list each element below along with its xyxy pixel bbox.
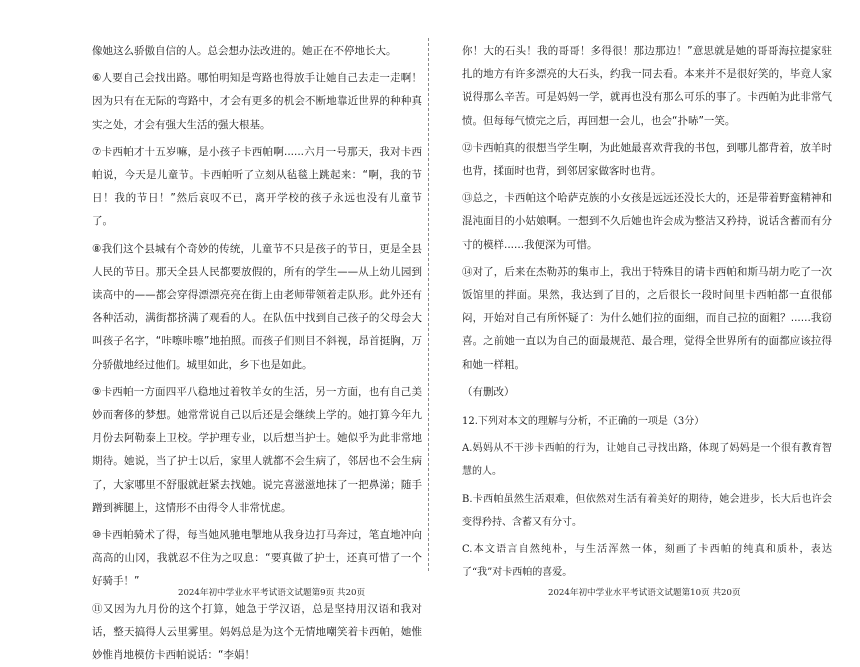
source-note: （有删改） xyxy=(462,385,515,398)
paragraph: ⑧我们这个县城有个奇妙的传统，儿童节不只是孩子的节日，更是全县人民的节日。那天全县人民都要放假的，所有的学生——从上幼儿园到读高中的——都会穿得漂漂亮亮在街上由老师带领着走队形。此外还有各种活动，满街都挤满了观看的人。在队伍中找到自己孩子的父母会大叫孩子名字，“咔嚓咔嚓”地拍照。而孩子们则目不斜视，昂首挺胸，万分骄傲地经过他们。城里如此，乡下也是如此。 xyxy=(92,242,422,371)
page-divider xyxy=(428,38,429,571)
paragraph: 像她这么骄傲自信的人。总会想办法改进的。她正在不停地长大。 xyxy=(92,45,397,57)
paragraph: ⑥人要自己会找出路。哪怕明知是弯路也得放手让她自己去走一走啊！因为只有在无际的弯路中，才会有更多的机会不断地靠近世界的种种真实之处，才会有强大生活的强大根基。 xyxy=(92,72,422,131)
paragraph: ⑩卡西帕骑术了得，每当她风驰电掣地从我身边打马奔过，笔直地冲向高高的山冈，我就忍不住为之叹息：“要真做了护士，还真可惜了一个好骑手！” xyxy=(92,529,422,588)
paragraph: ⑬总之，卡西帕这个哈萨克族的小女孩是远远还没长大的，还是带着野蛮精神和混沌面目的小姑娘啊。一想到不久后她也许会成为整洁又矜持，说话含蓄而有分寸的模样......我便深为可惜。 xyxy=(462,192,832,251)
paragraph: ⑫卡西帕真的很想当学生啊，为此她最喜欢背我的书包，到哪儿都背着，放羊时也背，揉面时也背，到邻居家做客时也背。 xyxy=(462,141,832,178)
paragraph: ⑭对了，后来在杰勒苏的集市上，我出于特殊目的请卡西帕和斯马胡力吃了一次饭馆里的拌面。果然，我达到了目的，之后很长一段时间里卡西帕都一直很郁闷，开始对自己有所怀疑了：为什么她们拉的面细，而自己拉的面粗？......我窃喜。之前她一直以为自己的面最规范、最合理，觉得全世界所有的面都应该拉得和她一样粗。 xyxy=(462,265,832,371)
left-text-column xyxy=(92,40,422,667)
question-option: B.卡西帕虽然生活艰难，但依然对生活有着美好的期待，她会进步，长大后也许会变得矜持、含蓄又有分寸。 xyxy=(462,493,832,528)
paragraph: ⑪又因为九月份的这个打算，她急于学汉语，总是坚持用汉语和我对话，整天搞得人云里雾里。妈妈总是为这个无情地嘲笑着卡西帕，她惟妙惟肖地模仿卡西帕说话：“李娟！ xyxy=(92,602,422,662)
right-page-footer: 2024年初中学业水平考试语文试题第10页 共20页 xyxy=(548,588,741,598)
question-option: C.本文语言自然纯朴，与生活浑然一体，刻画了卡西帕的纯真和质朴，表达了“我”对卡西帕的喜爱。 xyxy=(462,544,832,579)
paragraph: ⑦卡西帕才十五岁嘛，是小孩子卡西帕啊......六月一号那天，我对卡西帕说，今天是儿童节。卡西帕听了立刻从毡毯上跳起来：“啊，我的节日！我的节日！”然后哀叹不已，离开学校的孩子永远也没有儿童节了。 xyxy=(92,145,422,228)
left-page xyxy=(0,0,430,662)
paragraph: 你！大的石头！我的哥哥！多得很！那边那边！”意思就是她的哥哥海拉提家驻扎的地方有许多漂亮的大石头，约我一同去看。本来并不是很好笑的，毕竟人家说得那么辛苦。可是妈妈一学，就再也没有那么可乐的事了。卡西帕为此非常气愤。但每每气愤完之后，再回想一会儿，也会“扑哧”一笑。 xyxy=(462,45,832,127)
left-page-footer: 2024年初中学业水平考试语文试题第9页 共20页 xyxy=(178,588,366,598)
question-option: A.妈妈从不干涉卡西帕的行为，让她自己寻找出路，体现了妈妈是一个很有教育智慧的人。 xyxy=(462,443,832,478)
right-text-column xyxy=(462,40,832,584)
question-stem: 12.下列对本文的理解与分析，不正确的一项是（3分） xyxy=(462,416,705,428)
paragraph: ⑨卡西帕一方面四平八稳地过着牧羊女的生活，另一方面，也有自己美妙而奢侈的梦想。她常常说自己以后还是会继续上学的。她打算今年九月份去阿勒泰上卫校。学护理专业，以后想当护士。她似乎为此非常地期待。她说，当了护士以后，家里人就都不会生病了，邻居也不会生病了，大家哪里不舒服就赶紧去找她。说完喜滋滋地抹了一把鼻涕；随手蹭到裤腿上，这情形不由得令人非常忧虑。 xyxy=(92,385,422,514)
